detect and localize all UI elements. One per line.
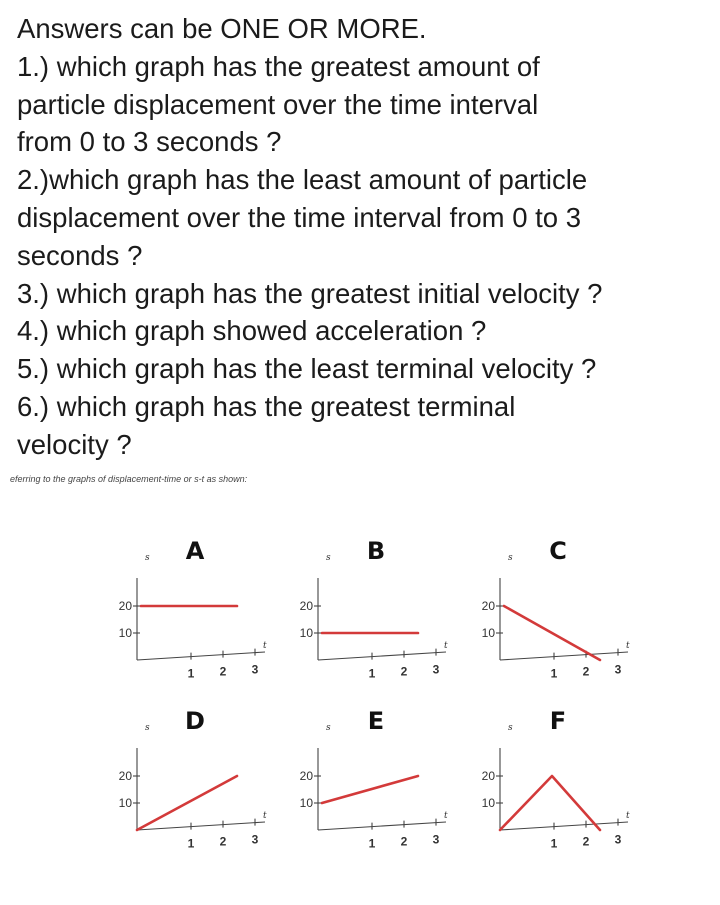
series-line <box>137 776 237 830</box>
y-axis-label: s <box>326 723 331 733</box>
x-tick-label: 1 <box>550 666 558 681</box>
question-6-line-1: 6.) which graph has the greatest terminal <box>17 390 516 422</box>
x-tick-label: 2 <box>582 834 590 849</box>
x-axis <box>137 652 265 660</box>
x-tick-label: 3 <box>614 662 622 677</box>
x-axis <box>500 822 628 830</box>
question-1-line-2: particle displacement over the time interval <box>17 88 539 120</box>
y-tick-label: 20 <box>118 599 132 613</box>
x-axis-label: t <box>263 811 267 821</box>
graph-f <box>482 707 630 851</box>
x-tick-label: 2 <box>400 664 408 679</box>
question-6-line-2: velocity ? <box>17 428 132 460</box>
question-text <box>17 10 712 464</box>
y-tick-label: 20 <box>481 769 495 783</box>
y-tick-label: 20 <box>299 769 313 783</box>
graph-title: E <box>367 707 385 735</box>
question-1-line-1: 1.) which graph has the greatest amount of <box>17 50 540 82</box>
graph-title: C <box>549 537 567 565</box>
x-tick-label: 1 <box>368 666 376 681</box>
x-tick-label: 2 <box>400 834 408 849</box>
x-axis <box>500 652 628 660</box>
x-axis-label: t <box>263 641 267 651</box>
x-tick-label: 3 <box>432 832 440 847</box>
x-tick-label: 1 <box>368 836 376 851</box>
graph-title: B <box>366 537 386 565</box>
x-tick-label: 2 <box>219 664 227 679</box>
y-tick-label: 20 <box>481 599 495 613</box>
series-line <box>500 776 600 830</box>
graph-a <box>119 537 267 681</box>
question-2-line-1: 2.)which graph has the least amount of particle <box>17 164 588 196</box>
graphs-figure <box>0 505 720 900</box>
x-axis <box>137 822 265 830</box>
y-tick-label: 10 <box>118 796 132 810</box>
y-tick-label: 10 <box>299 796 313 810</box>
x-tick-label: 1 <box>550 836 558 851</box>
question-2-line-2: displacement over the time interval from 0 to 3 <box>17 201 582 233</box>
y-tick-label: 20 <box>118 769 132 783</box>
x-tick-label: 3 <box>251 832 259 847</box>
x-axis-label: t <box>444 641 448 651</box>
question-2-line-3: seconds ? <box>17 239 143 271</box>
graphs-caption: eferring to the graphs of displacement-time or s-t as shown: <box>10 474 248 484</box>
graph-title: A <box>185 537 205 565</box>
y-axis-label: s <box>326 553 331 563</box>
y-tick-label: 10 <box>118 626 132 640</box>
question-5-line: 5.) which graph has the least terminal velocity ? <box>17 353 597 385</box>
instruction-line: Answers can be ONE OR MORE. <box>17 13 427 44</box>
x-tick-label: 1 <box>187 666 195 681</box>
y-tick-label: 10 <box>481 796 495 810</box>
graph-title: D <box>185 707 205 735</box>
x-tick-label: 1 <box>187 836 195 851</box>
x-axis <box>318 822 446 830</box>
graph-b <box>300 537 448 681</box>
series-line <box>504 606 600 660</box>
x-tick-label: 2 <box>582 664 590 679</box>
x-axis <box>318 652 446 660</box>
series-line <box>322 776 418 803</box>
y-tick-label: 20 <box>299 599 313 613</box>
graph-c <box>482 537 630 681</box>
y-axis-label: s <box>508 553 513 563</box>
y-tick-label: 10 <box>481 626 495 640</box>
x-axis-label: t <box>626 811 630 821</box>
x-tick-label: 2 <box>219 834 227 849</box>
y-axis-label: s <box>508 723 513 733</box>
x-axis-label: t <box>444 811 448 821</box>
x-axis-label: t <box>626 641 630 651</box>
x-tick-label: 3 <box>251 662 259 677</box>
graph-d <box>119 707 267 851</box>
y-axis-label: s <box>145 723 150 733</box>
y-tick-label: 10 <box>299 626 313 640</box>
question-4-line: 4.) which graph showed acceleration ? <box>17 315 487 347</box>
x-tick-label: 3 <box>432 662 440 677</box>
y-axis-label: s <box>145 553 150 563</box>
x-tick-label: 3 <box>614 832 622 847</box>
graph-e <box>300 707 448 851</box>
question-3-line: 3.) which graph has the greatest initial velocity ? <box>17 277 603 309</box>
graph-title: F <box>549 707 567 735</box>
question-1-line-3: from 0 to 3 seconds ? <box>17 126 282 158</box>
